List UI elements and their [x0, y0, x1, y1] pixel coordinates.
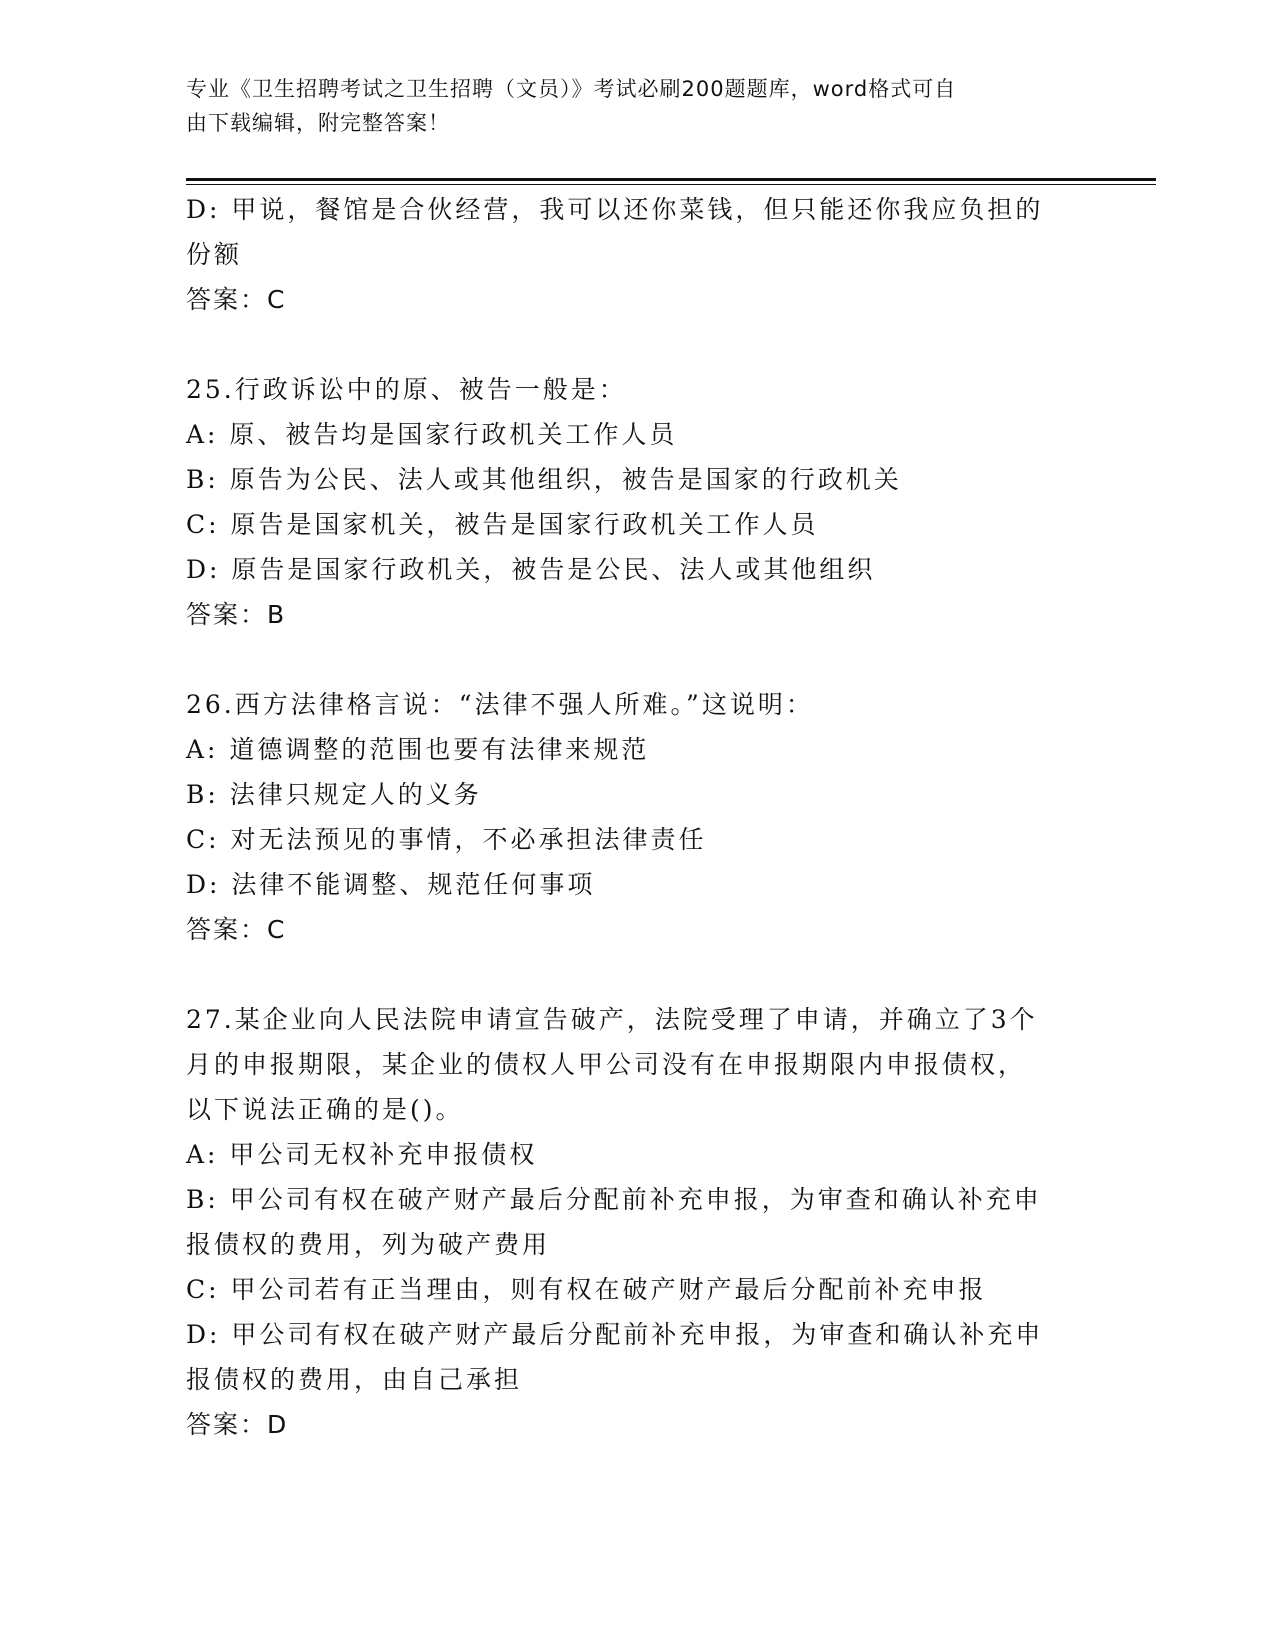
option-c: C: 对无法预见的事情，不必承担法律责任: [186, 825, 707, 854]
header-rule-thin: [186, 184, 1156, 185]
spacer: [186, 637, 1066, 682]
spacer: [186, 952, 1066, 997]
option-d-continued: 份额: [186, 240, 243, 269]
option-a: A: 道德调整的范围也要有法律来规范: [186, 735, 650, 764]
answer-line: 答案：C: [186, 285, 287, 314]
document-header: [186, 72, 1066, 140]
question-24-tail: [186, 187, 1066, 322]
option-d: D: 原告是国家行政机关，被告是公民、法人或其他组织: [186, 555, 876, 584]
option-c: C: 甲公司若有正当理由，则有权在破产财产最后分配前补充申报: [186, 1275, 987, 1304]
option-b-continued: 报债权的费用，列为破产费用: [186, 1230, 551, 1259]
option-d: D: 甲公司有权在破产财产最后分配前补充申报，为审查和确认补充申: [186, 1320, 1044, 1349]
option-c: C: 原告是国家机关，被告是国家行政机关工作人员: [186, 510, 819, 539]
option-b: B: 原告为公民、法人或其他组织，被告是国家的行政机关: [186, 465, 902, 494]
question-stem-continued: 以下说法正确的是()。: [186, 1095, 464, 1124]
option-a: A: 原、被告均是国家行政机关工作人员: [186, 420, 678, 449]
header-rule: [186, 178, 1156, 181]
header-line: 由下载编辑，附完整答案！: [186, 111, 450, 135]
option-d: D: 甲说，餐馆是合伙经营，我可以还你菜钱，但只能还你我应负担的: [186, 195, 1044, 224]
question-stem: 27.某企业向人民法院申请宣告破产，法院受理了申请，并确立了3个: [186, 1005, 1038, 1034]
header-line: 专业《卫生招聘考试之卫生招聘（文员）》考试必刷200题题库，word格式可自: [186, 77, 957, 101]
option-d-continued: 报债权的费用，由自己承担: [186, 1365, 523, 1394]
question-stem: 25.行政诉讼中的原、被告一般是：: [186, 375, 627, 404]
question-27: [186, 997, 1066, 1447]
spacer: [186, 322, 1066, 367]
option-d: D: 法律不能调整、规范任何事项: [186, 870, 596, 899]
answer-line: 答案：D: [186, 1410, 289, 1439]
option-b: B: 法律只规定人的义务: [186, 780, 482, 809]
question-stem: 26.西方法律格言说：“法律不强人所难。”这说明：: [186, 690, 814, 719]
answer-line: 答案：B: [186, 600, 287, 629]
option-a: A: 甲公司无权补充申报债权: [186, 1140, 538, 1169]
document-body: [186, 187, 1066, 1447]
option-b: B: 甲公司有权在破产财产最后分配前补充申报，为审查和确认补充申: [186, 1185, 1042, 1214]
question-25: [186, 367, 1066, 637]
question-26: [186, 682, 1066, 952]
question-stem-continued: 月的申报期限，某企业的债权人甲公司没有在申报期限内申报债权，: [186, 1050, 1027, 1079]
answer-line: 答案：C: [186, 915, 287, 944]
